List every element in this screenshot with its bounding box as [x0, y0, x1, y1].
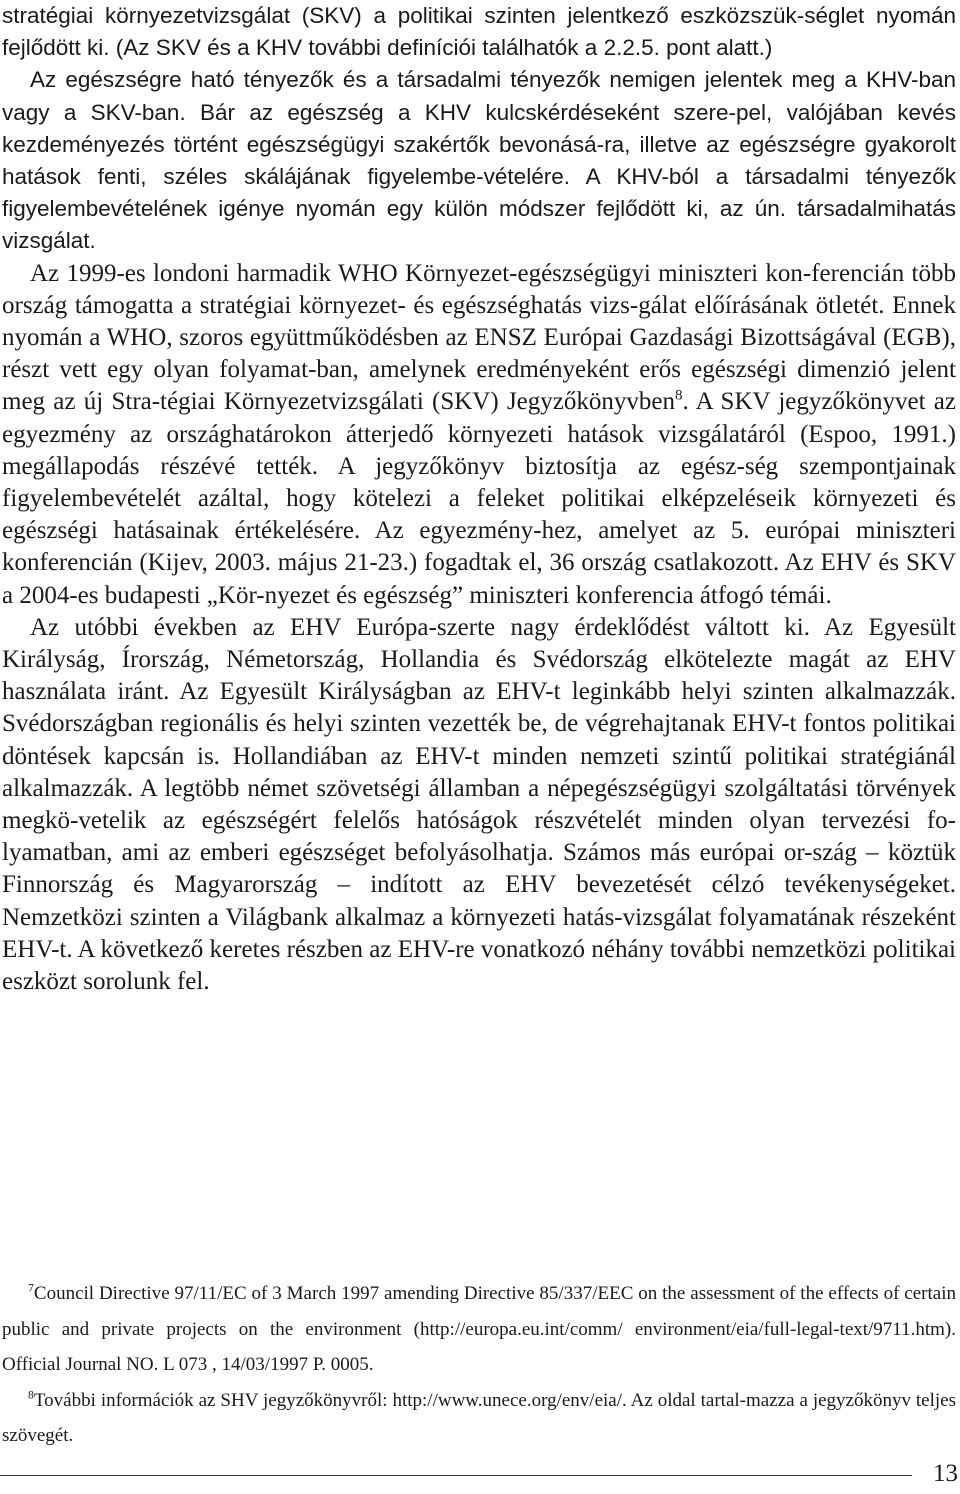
paragraph-1-text: stratégiai környezetvizsgálat (SKV) a politikai szinten jelentkező eszközszük-séglet nyomán fejlődött ki. (Az SKV és a KHV további definíciói találhatók a 2.2.5. pont alatt.) [2, 3, 956, 61]
footnotes [2, 1276, 956, 1454]
footnote-8 [2, 1383, 956, 1454]
paragraph-3 [2, 258, 956, 612]
paragraph-1 [2, 0, 956, 64]
page-number: 13 [933, 1460, 958, 1487]
footnote-ref-8[interactable]: 8 [674, 388, 683, 405]
paragraph-2-text-b: Bár az egészség a KHV kulcskérdéseként szere-pel, valójában kevés kezdeményezés történt egészségügyi szakértők bevonásá-ra, illetve az egészségre gyakorolt hatások fenti, széles skálájának figyelembe-vételére. A KHV-ból a társadalmi tényezők figyelembevételének igénye nyomán egy külön módszer fejlődött ki, az ún. társadalmihatás vizsgálat. [2, 99, 956, 254]
footnote-8-text: További információk az SHV jegyzőkönyvről: http://www.unece.org/env/eia/. Az oldal tartal-mazza a jegyzőkönyv teljes szövegét. [2, 1389, 956, 1447]
footnote-8-mark: 8 [28, 1388, 34, 1402]
paragraph-4 [2, 612, 956, 998]
paragraph-2-text-a: Az egészségre ható tényezők és a társadalmi tényezők nemigen jelentek meg a KHV-ban vagy a SKV-ban. [2, 67, 956, 125]
body-text [2, 0, 956, 998]
footnote-7-text: Council Directive 97/11/EC of 3 March 1997 amending Directive 85/337/EEC on the assessment of the effects of certain public and private projects on the environment (http://europa.eu.int/comm/ environment/eia/full-legal-text/9711.htm). Official Journal NO. L 073 , 14/03/1997 P. 0005. [2, 1283, 956, 1376]
footnote-7 [2, 1276, 956, 1383]
page-footer-rule [0, 1475, 912, 1476]
paragraph-3-text-b: . A SKV jegyzőkönyvet az egyezmény az országhatárokon átterjedő környezeti hatások vizsgálatáról (Espoo, 1991.) megállapodás részévé tették. A jegyzőkönyv biztosítja az egész-ség szempontjainak figyelembevételét azáltal, hogy kötelezi a feleket politikai elképzeléseik környezeti és egészségi hatásainak értékelésére. Az egyezmény-hez, amelyet az 5. európai miniszteri konferencián (Kijev, 2003. május 21-23.) fogadtak el, 36 ország csatlakozott. Az EHV és SKV a 2004-es budapesti „Kör-nyezet és egészség” miniszteri konferencia átfogó témái. [2, 388, 956, 609]
paragraph-3-text-a: Az 1999-es londoni harmadik WHO Környezet-egészségügyi miniszteri kon-ferencián több ország támogatta a stratégiai környezet- és egészséghatás vizs-gálat előírásának ötletét. Ennek nyomán a WHO, szoros együttműködésben az ENSZ Európai Gazdasági Bizottságával (EGB), részt vett egy olyan folyamat-ban, amelynek eredményeként erős egészségi dimenzió jelent meg az új Stra-tégiai Környezetvizsgálati (SKV) Jegyzőkönyvben [2, 259, 956, 416]
footnote-7-mark: 7 [28, 1281, 34, 1295]
paragraph-2 [2, 64, 956, 257]
paragraph-4-text: Az utóbbi években az EHV Európa-szerte nagy érdeklődést váltott ki. Az Egyesült Királyság, Írország, Németország, Hollandia és Svédország elkötelezte magát az EHV használata iránt. Az Egyesült Királyságban az EHV-t leginkább helyi szinten alkalmazzák. Svédországban regionális és helyi szinten vezették be, de végrehajtanak EHV-t fontos politikai döntések kapcsán is. Hollandiában az EHV-t minden nemzeti szintű politikai stratégiánál alkalmazzák. A legtöbb német szövetségi államban a népegészségügyi szolgáltatási törvények megkö-vetelik az egészségért felelős hatóságok részvételét minden olyan tervezési fo-lyamatban, ami az emberi egészséget befolyásolhatja. Számos más európai or-szág – köztük Finnország és Magyarország – indított az EHV bevezetését célzó tevékenységeket. Nemzetközi szinten a Világbank alkalmaz a környezeti hatás-vizsgálat folyamatának részeként EHV-t. A következő keretes részben az EHV-re vonatkozó néhány további nemzetközi politikai eszközt sorolunk fel. [2, 613, 956, 996]
